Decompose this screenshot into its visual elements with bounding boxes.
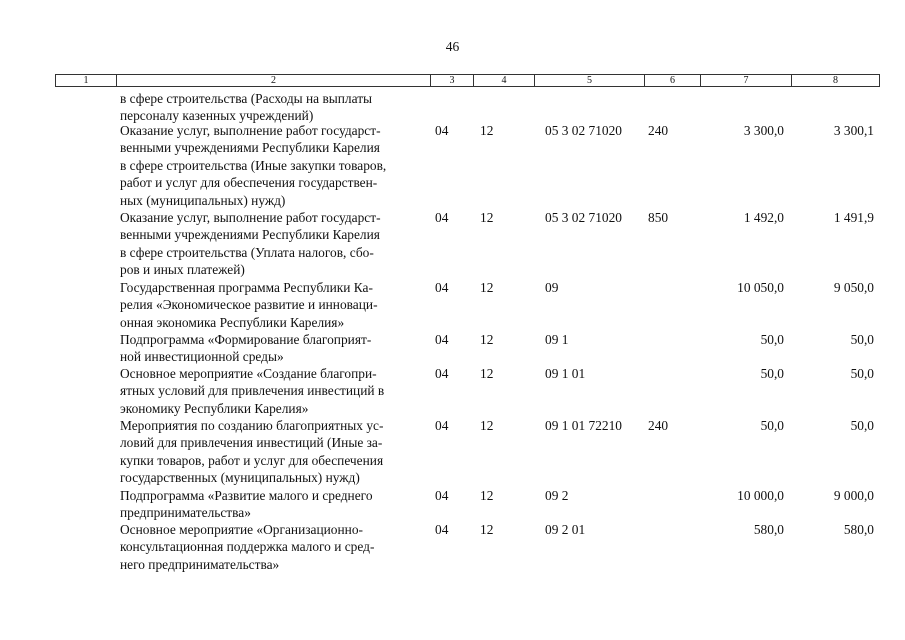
page-number: 46 [445, 39, 460, 54]
row-csr: 09 1 [545, 332, 569, 347]
table-header-row [55, 74, 880, 87]
row-sum-2: 50,0 [850, 332, 874, 347]
row-sum-2: 580,0 [843, 522, 874, 537]
row-csr: 09 [545, 280, 559, 295]
row-sum-1: 580,0 [753, 522, 784, 537]
row-podrazdel: 12 [480, 123, 494, 138]
row-sum-2: 9 000,0 [833, 488, 874, 503]
row-razdel: 04 [435, 418, 449, 433]
row-sum-2: 9 050,0 [833, 280, 874, 295]
row-sum-1: 3 300,0 [743, 123, 784, 138]
row-razdel: 04 [435, 332, 449, 347]
row-vr: 850 [648, 210, 669, 225]
header-cell-2: 2 [271, 75, 276, 86]
row-csr: 09 2 01 [545, 522, 586, 537]
row-razdel: 04 [435, 366, 449, 381]
row-podrazdel: 12 [480, 366, 494, 381]
row-sum-1: 1 492,0 [743, 210, 784, 225]
row-razdel: 04 [435, 280, 449, 295]
row-name: Подпрограмма «Формирование благоприят- ной инвестиционной среды» [120, 332, 372, 365]
row-name: Мероприятия по созданию благоприятных ус- ловий для привлечения инвестиций (Иные за- купки товаров, работ и услуг для обеспечения государственных (муниципальных) нужд) [120, 418, 384, 486]
row-podrazdel: 12 [480, 332, 494, 347]
row-csr: 05 3 02 71020 [545, 210, 622, 225]
row-name: Оказание услуг, выполнение работ государст- венными учреждениями Республики Карелия в сфере строительства (Уплата налогов, сбо- ров и иных платежей) [120, 210, 381, 278]
header-cell-1: 1 [83, 75, 89, 86]
header-cell-4: 4 [501, 75, 507, 86]
row-name: в сфере строительства (Расходы на выплаты персоналу казенных учреждений) [120, 91, 373, 124]
row-vr: 240 [648, 123, 669, 138]
header-cell-7: 7 [743, 75, 749, 86]
row-name: Основное мероприятие «Организационно- консультационная поддержка малого и сред- него предпринимательства» [120, 522, 375, 572]
row-vr: 240 [648, 418, 669, 433]
row-csr: 09 1 01 [545, 366, 586, 381]
row-podrazdel: 12 [480, 210, 494, 225]
row-sum-2: 50,0 [850, 366, 874, 381]
row-sum-1: 50,0 [760, 332, 784, 347]
row-sum-2: 3 300,1 [833, 123, 874, 138]
row-razdel: 04 [435, 522, 449, 537]
row-razdel: 04 [435, 123, 449, 138]
row-razdel: 04 [435, 210, 449, 225]
row-name: Государственная программа Республики Ка- релия «Экономическое развитие и инноваци- онная экономика Республики Карелия» [120, 280, 378, 330]
row-sum-1: 10 000,0 [737, 488, 784, 503]
row-name: Основное мероприятие «Создание благопри- ятных условий для привлечения инвестиций в экономику Республики Карелия» [120, 366, 385, 416]
header-cell-8: 8 [833, 75, 838, 86]
row-sum-1: 50,0 [760, 418, 784, 433]
header-cell-6: 6 [670, 75, 675, 86]
row-sum-2: 1 491,9 [833, 210, 874, 225]
row-name: Подпрограмма «Развитие малого и среднего предпринимательства» [120, 488, 373, 521]
row-sum-1: 50,0 [760, 366, 784, 381]
row-podrazdel: 12 [480, 522, 494, 537]
row-sum-2: 50,0 [850, 418, 874, 433]
row-razdel: 04 [435, 488, 449, 503]
header-cell-5: 5 [587, 75, 592, 86]
row-csr: 05 3 02 71020 [545, 123, 622, 138]
row-name: Оказание услуг, выполнение работ государст- венными учреждениями Республики Карелия в сфере строительства (Иные закупки товаров, работ и услуг для обеспечения государствен- ных (муниципальных) нужд) [120, 123, 387, 208]
row-sum-1: 10 050,0 [737, 280, 784, 295]
row-podrazdel: 12 [480, 418, 494, 433]
row-csr: 09 1 01 72210 [545, 418, 622, 433]
row-podrazdel: 12 [480, 280, 494, 295]
row-csr: 09 2 [545, 488, 569, 503]
row-podrazdel: 12 [480, 488, 494, 503]
header-cell-3: 3 [449, 75, 455, 86]
